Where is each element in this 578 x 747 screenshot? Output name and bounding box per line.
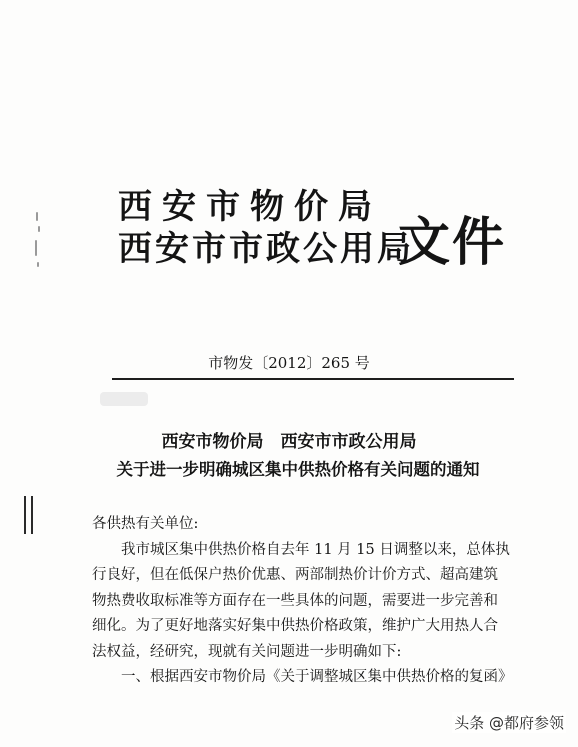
body-line: 我市城区集中供热价格自去年 11 月 15 日调整以来，总体执	[121, 541, 510, 558]
watermark: 头条 @都府参领	[454, 714, 564, 732]
scan-speck	[37, 262, 39, 267]
issuer-2: 西安市市政公用局	[118, 229, 414, 269]
title-line-1: 西安市物价局 西安市市政公用局	[161, 432, 417, 452]
body-line: 法权益，经研究，现就有关问题进一步明确如下:	[92, 643, 402, 660]
body-line: 细化。为了更好地落实好集中供热价格政策，维护广大用热人合	[92, 618, 498, 634]
header-divider	[112, 378, 514, 380]
scan-speck	[38, 226, 40, 232]
body-line: 一、根据西安市物价局《关于调整城区集中供热价格的复函》	[121, 669, 513, 685]
document-number: 市物发〔2012〕265 号	[208, 354, 370, 372]
binding-marks	[22, 496, 36, 534]
document-body	[92, 512, 512, 691]
scan-speck	[36, 212, 38, 221]
title-line-2: 关于进一步明确城区集中供热价格有关问题的通知	[116, 460, 480, 479]
scan-smudge	[100, 392, 148, 406]
scan-speck	[35, 240, 37, 256]
salutation: 各供热有关单位:	[92, 516, 199, 532]
letterhead	[118, 186, 414, 270]
body-line: 物热费收取标准等方面存在一些具体的问题，需要进一步完善和	[92, 592, 498, 609]
document-type-label: 文件	[398, 212, 507, 273]
body-line: 行良好，但在低保户热价优惠、两部制热价计价方式、超高建筑	[92, 567, 498, 583]
issuer-1: 西安市物价局	[118, 187, 382, 227]
document-title	[0, 428, 578, 484]
